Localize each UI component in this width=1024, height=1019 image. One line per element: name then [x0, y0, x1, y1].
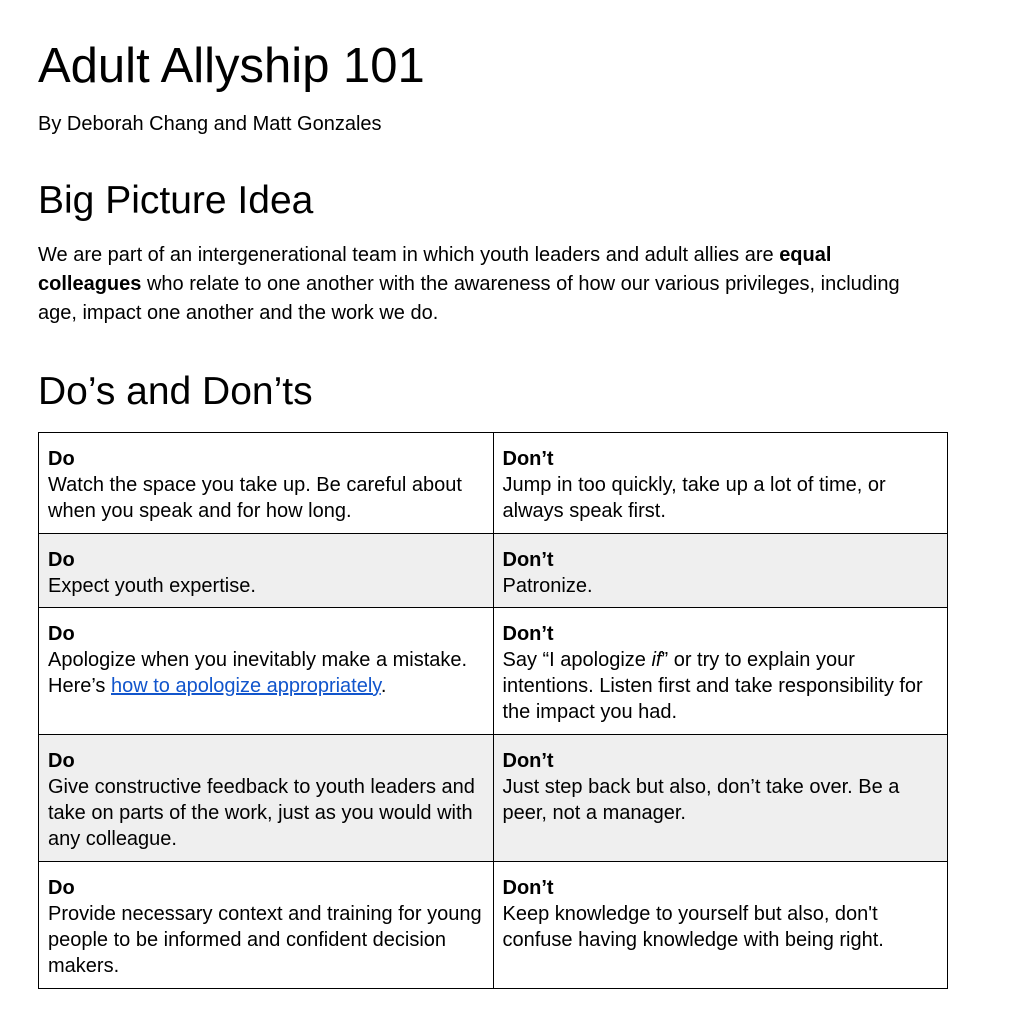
do-text: Expect youth expertise. [48, 575, 256, 597]
dont-text: Just step back but also, don’t take over. Be a peer, not a manager. [502, 776, 900, 824]
dont-label: Don’t [502, 877, 554, 899]
do-text-part: Apologize when you inevitably make a mistake. Here’s [48, 649, 468, 697]
do-text [48, 647, 484, 699]
do-text: Provide necessary context and training for young people to be informed and confident decision makers. [48, 903, 482, 977]
table-row [39, 608, 948, 735]
dont-cell [493, 534, 948, 608]
document-title: Adult Allyship 101 [38, 39, 425, 93]
dont-text: Keep knowledge to yourself but also, don't confuse having knowledge with being right. [502, 903, 884, 951]
dont-cell [493, 608, 948, 735]
do-label: Do [48, 448, 75, 470]
do-label: Do [48, 877, 75, 899]
paragraph-bold-text: equal colleagues [38, 244, 832, 295]
table-row [39, 534, 948, 608]
byline: By Deborah Chang and Matt Gonzales [38, 113, 382, 135]
do-text: Watch the space you take up. Be careful about when you speak and for how long. [48, 474, 462, 522]
table-row [39, 735, 948, 862]
do-cell [39, 735, 494, 862]
heading-big-picture: Big Picture Idea [38, 179, 314, 222]
dont-text-part: Say “I apologize [502, 649, 652, 671]
dont-text: Patronize. [502, 575, 593, 597]
do-cell [39, 433, 494, 534]
big-picture-paragraph [38, 241, 918, 328]
do-label: Do [48, 549, 75, 571]
table-row [39, 862, 948, 989]
dont-italic-text: if [651, 649, 662, 671]
dont-label: Don’t [502, 750, 554, 772]
paragraph-text: We are part of an intergenerational team in which youth leaders and adult allies are [38, 244, 780, 266]
dont-cell [493, 862, 948, 989]
paragraph-text: who relate to one another with the awareness of how our various privileges, including age, impact one another and the work we do. [38, 273, 900, 324]
dont-cell [493, 735, 948, 862]
dos-donts-table [38, 432, 948, 989]
heading-dos-donts: Do’s and Don’ts [38, 370, 313, 413]
do-text: Give constructive feedback to youth leaders and take on parts of the work, just as you would with any colleague. [48, 776, 475, 850]
do-label: Do [48, 623, 75, 645]
table-row [39, 433, 948, 534]
dont-text-part: ” or try to explain your intentions. Listen first and take responsibility for the impact you had. [502, 649, 923, 723]
dont-label: Don’t [502, 623, 554, 645]
dont-cell [493, 433, 948, 534]
do-cell [39, 862, 494, 989]
dont-text: Jump in too quickly, take up a lot of time, or always speak first. [502, 474, 886, 522]
dont-text [503, 647, 939, 725]
do-cell [39, 608, 494, 735]
do-cell [39, 534, 494, 608]
do-label: Do [48, 750, 75, 772]
apologize-link[interactable]: how to apologize appropriately [111, 675, 381, 697]
do-text-part: . [380, 675, 387, 697]
dont-label: Don’t [502, 549, 554, 571]
dont-label: Don’t [502, 448, 554, 470]
